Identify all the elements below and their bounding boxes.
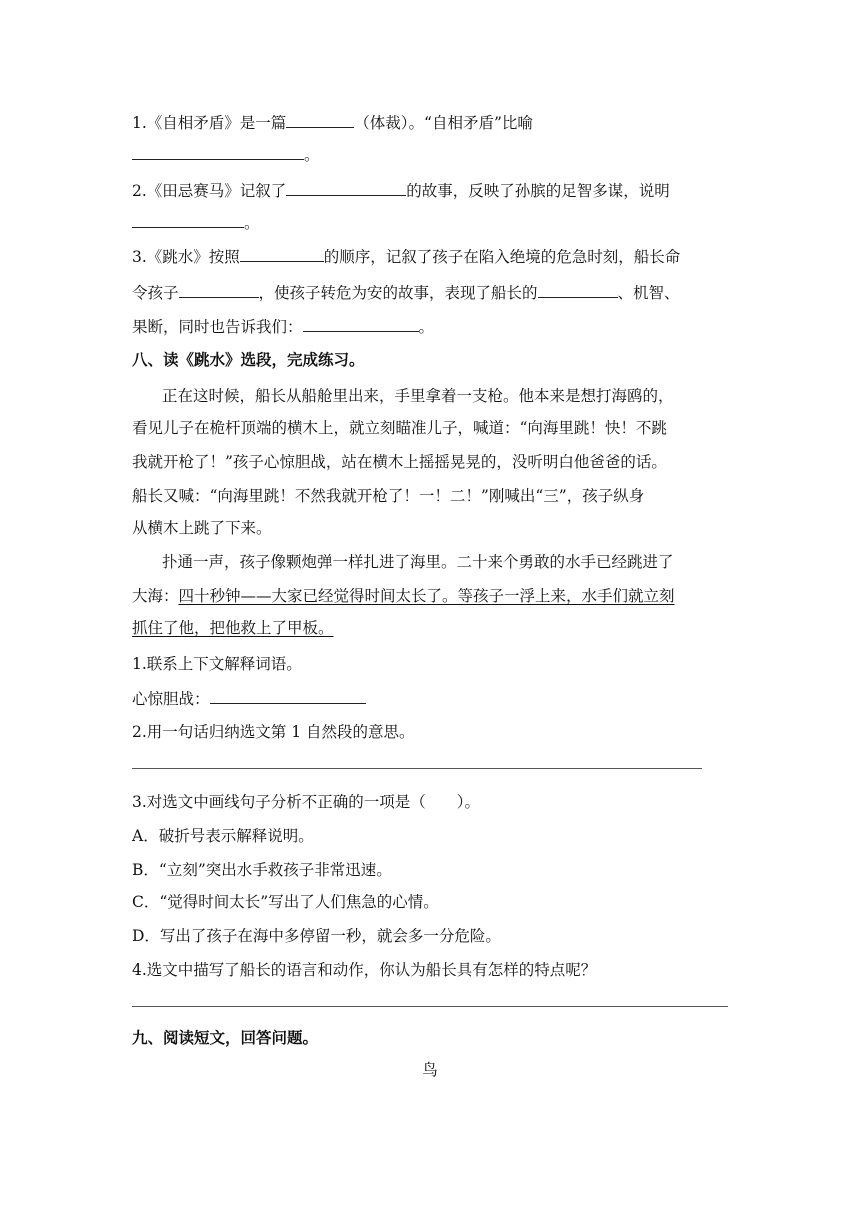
underlined-sentence-part1: 四十秒钟——大家已经觉得时间太长了。等孩子一浮上来，水手们就立刻: [178, 587, 675, 605]
q1-blank-genre[interactable]: [286, 112, 354, 128]
passage-p2-line3: [132, 618, 334, 638]
word-meaning-blank[interactable]: [210, 688, 366, 704]
q2-text-a: 2.《田忌赛马》记叙了: [132, 182, 287, 200]
s8-question-2: 2.用一句话归纳选文第 1 自然段的意思。: [132, 723, 415, 741]
q2-blank-story[interactable]: [286, 180, 406, 196]
option-c[interactable]: C．“觉得时间太长”写出了人们焦急的心情。: [132, 893, 439, 911]
q3-text-e: 、机智、: [617, 284, 680, 302]
s8-question-1-word: [132, 688, 366, 709]
question-2: [132, 180, 670, 201]
passage-p1-line1: 正在这时候，船长从船舱里出来，手里拿着一支枪。他本来是想打海鸥的，: [162, 387, 674, 405]
article-title: 鸟: [422, 1061, 438, 1079]
question-1: [132, 112, 533, 133]
q1-end: 。: [304, 146, 320, 164]
option-b[interactable]: B．“立刻”突出水手救孩子非常迅速。: [132, 861, 392, 879]
q1-text-a: 1.《自相矛盾》是一篇: [132, 114, 287, 132]
q3-text-a: 3.《跳水》按照: [132, 248, 240, 266]
s8-question-1: 1.联系上下文解释词语。: [132, 655, 302, 673]
question-3-line2: [132, 282, 680, 303]
q3-blank-quality[interactable]: [538, 282, 618, 298]
option-a[interactable]: A．破折号表示解释说明。: [132, 827, 314, 845]
q2-end: 。: [244, 214, 260, 232]
question-3: [132, 246, 680, 267]
q3-text-f: 果断，同时也告诉我们：: [132, 318, 303, 336]
passage-p2-plain: 大海：: [132, 587, 179, 605]
q3-text-c: 令孩子: [132, 284, 179, 302]
q2-blank-meaning[interactable]: [132, 212, 244, 228]
passage-p1-line5: 从横木上跳了下来。: [132, 519, 272, 537]
q4-answer-line[interactable]: [132, 1006, 728, 1007]
passage-p1-line2: 看见儿子在桅杆顶端的横木上，就立刻瞄准儿子，喊道：“向海里跳！快！不跳: [132, 419, 667, 437]
q2-answer-line[interactable]: [132, 768, 702, 769]
q3-text-d: ，使孩子转危为安的故事，表现了船长的: [258, 284, 538, 302]
s8-question-4: 4.选文中描写了船长的语言和动作，你认为船长具有怎样的特点呢？: [132, 961, 597, 979]
q1-text-b: （体裁）。“自相矛盾”比喻: [354, 114, 533, 132]
passage-p2-line1: 扑通一声，孩子像颗炮弹一样扎进了海里。二十来个勇敢的水手已经跳进了: [162, 553, 674, 571]
underlined-sentence-part2: 抓住了他，把他救上了甲板。: [132, 619, 334, 637]
option-d[interactable]: D．写出了孩子在海中多停留一秒，就会多一分危险。: [132, 927, 501, 945]
question-3-line3: [132, 316, 434, 337]
q3-text-b: 的顺序，记叙了孩子在陷入绝境的危急时刻，船长命: [323, 248, 681, 266]
section-9-heading: 九、阅读短文，回答问题。: [132, 1028, 319, 1047]
q3-end: 。: [418, 318, 435, 336]
q3-blank-lesson[interactable]: [303, 316, 419, 332]
question-2-line2: [132, 212, 260, 233]
section-8-heading: 八、读《跳水》选段，完成练习。: [132, 350, 365, 369]
passage-p1-line3: 我就开枪了！”孩子心惊胆战，站在横木上摇摇晃晃的，没听明白他爸爸的话。: [132, 453, 667, 471]
word-label: 心惊胆战：: [132, 690, 210, 708]
q3-blank-command[interactable]: [179, 282, 259, 298]
question-1-line2: [132, 144, 320, 165]
q2-text-b: 的故事，反映了孙膑的足智多谋，说明: [406, 182, 670, 200]
passage-p1-line4: 船长又喊：“向海里跳！不然我就开枪了！一！二！”刚喊出“三”，孩子纵身: [132, 487, 645, 505]
s8-question-3: 3.对选文中画线句子分析不正确的一项是（ ）。: [132, 793, 481, 811]
q3-blank-order[interactable]: [240, 246, 324, 262]
passage-p2-line2: [132, 586, 675, 606]
q1-blank-metaphor[interactable]: [132, 144, 304, 160]
